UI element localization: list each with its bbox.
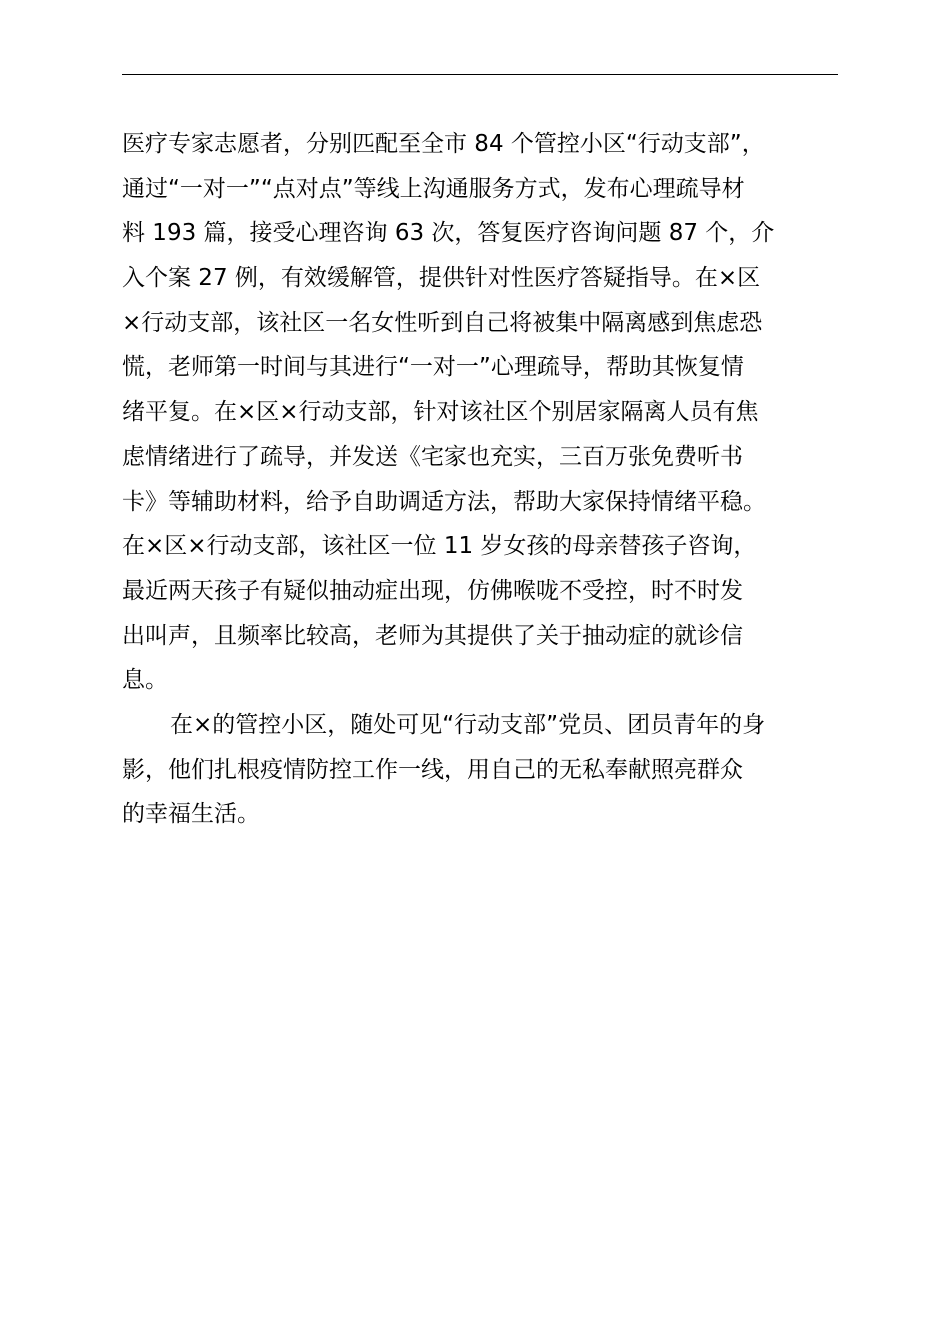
text-line: 的幸福生活。 <box>122 801 260 828</box>
paragraph-1 <box>122 122 838 703</box>
paragraph-2 <box>122 703 838 837</box>
text-line: 息。 <box>122 667 168 694</box>
text-line: 在×区×行动支部，该社区一位 11 岁女孩的母亲替孩子咨询， <box>122 533 757 560</box>
document-body <box>122 122 838 837</box>
text-line: 慌，老师第一时间与其进行“一对一”心理疏导，帮助其恢复情 <box>122 354 744 381</box>
text-line: 卡》等辅助材料，给予自助调适方法，帮助大家保持情绪平稳。 <box>122 488 766 515</box>
text-line: 通过“一对一”“点对点”等线上沟通服务方式，发布心理疏导材 <box>122 175 745 202</box>
text-line: 最近两天孩子有疑似抽动症出现，仿佛喉咙不受控，时不时发 <box>122 577 743 604</box>
text-line: 入个案 27 例，有效缓解管，提供针对性医疗答疑指导。在×区 <box>122 265 761 292</box>
text-line: 出叫声，且频率比较高，老师为其提供了关于抽动症的就诊信 <box>122 622 743 649</box>
text-line: 在×的管控小区，随处可见“行动支部”党员、团员青年的身 <box>170 711 766 738</box>
text-line: 绪平复。在×区×行动支部，针对该社区个别居家隔离人员有焦 <box>122 399 759 426</box>
text-line: 虑情绪进行了疏导，并发送《宅家也充实，三百万张免费听书 <box>122 443 743 470</box>
text-line: 料 193 篇，接受心理咨询 63 次，答复医疗咨询问题 87 个，介 <box>122 220 775 247</box>
header-rule <box>122 74 838 75</box>
text-line: 医疗专家志愿者，分别匹配至全市 84 个管控小区“行动支部”， <box>122 131 765 157</box>
text-line: ×行动支部，该社区一名女性听到自己将被集中隔离感到焦虑恐 <box>122 309 763 336</box>
text-line: 影，他们扎根疫情防控工作一线，用自己的无私奉献照亮群众 <box>122 756 743 783</box>
